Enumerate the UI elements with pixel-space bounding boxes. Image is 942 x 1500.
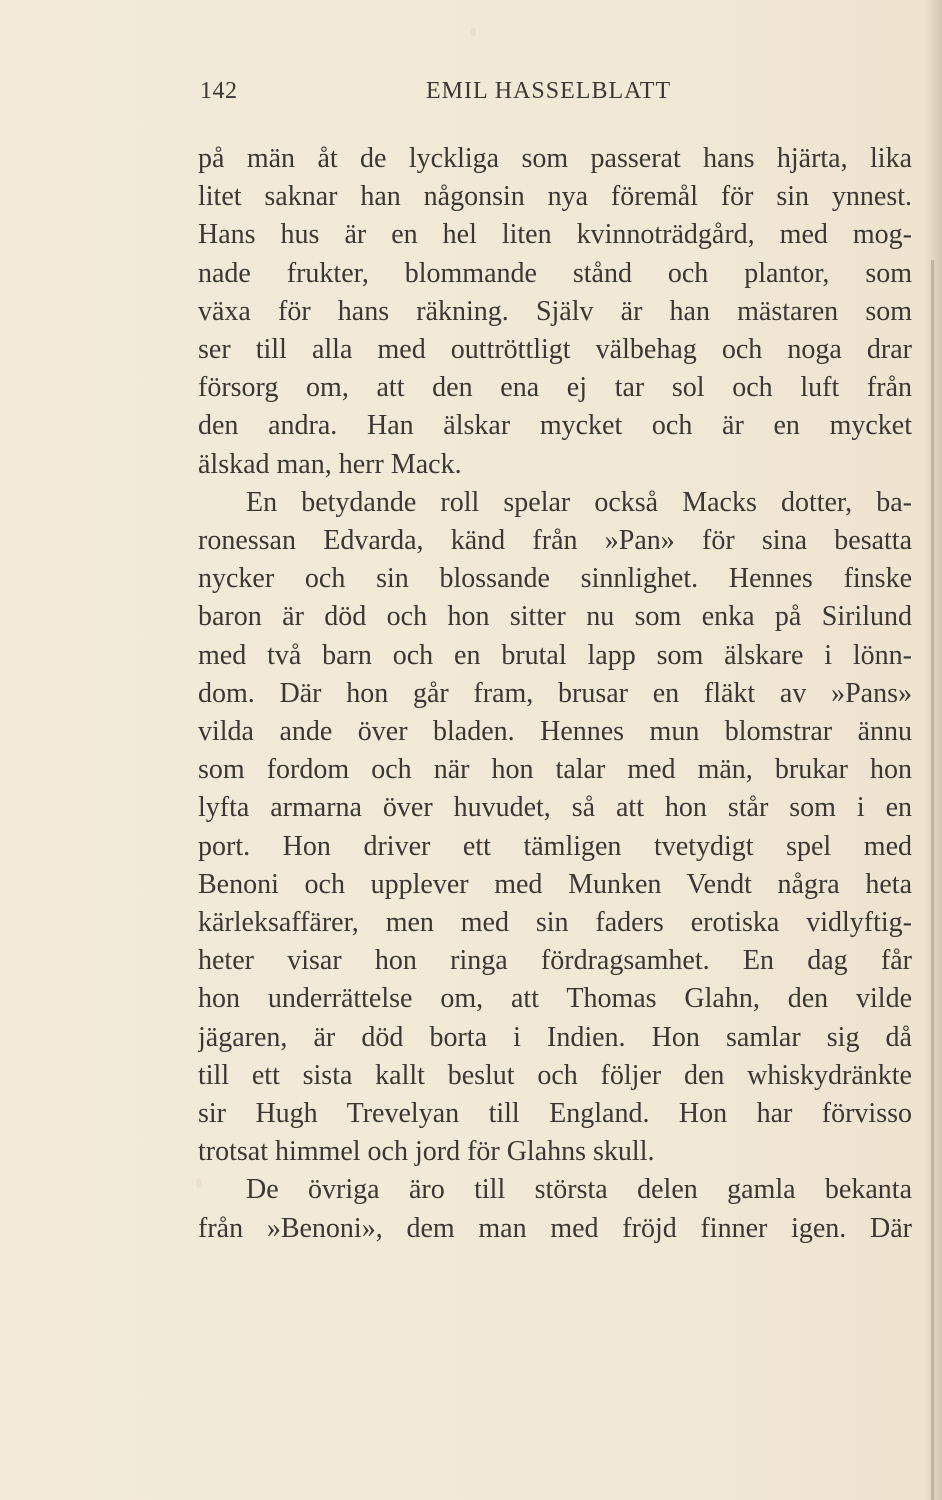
text-line: på män åt de lyckliga som passerat hans hjärta, lika [198,143,912,174]
text-line: Benoni och upplever med Munken Vendt några heta [198,868,912,900]
text-line: hon underrättelse om, att Thomas Glahn, den vilde [198,983,912,1015]
running-head: EMIL HASSELBLATT [426,78,672,104]
paragraph-end-line: trotsat himmel och jord för Glahns skull. [198,1136,655,1168]
text-line: lyfta armarna över huvudet, så att hon står som i en [198,792,912,824]
text-line: den andra. Han älskar mycket och är en mycket [198,410,912,442]
text-line: försorg om, att den ena ej tar sol och luft från [198,372,912,404]
text-line: med två barn och en brutal lapp som älskare i lönn- [198,639,912,671]
text-line: sir Hugh Trevelyan till England. Hon har förvisso [198,1098,912,1130]
body-text [198,140,912,1248]
text-line: nycker och sin blossande sinnlighet. Hennes finske [198,563,912,595]
paper-speck [470,28,476,36]
paragraph-end-line: älskad man, herr Mack. [198,448,462,480]
binding-edge-line [931,260,934,1500]
text-line: till ett sista kallt beslut och följer den whiskydränkte [198,1059,912,1091]
text-line: port. Hon driver ett tämligen tvetydigt spel med [198,830,912,862]
text-line: litet saknar han någonsin nya föremål för sin ynnest. [198,181,912,213]
text-line: från »Benoni», dem man med fröjd finner igen. Där [198,1212,912,1244]
paragraph-start-line: De övriga äro till största delen gamla bekanta [246,1174,912,1206]
page-number: 142 [200,78,238,104]
text-line: nade frukter, blommande stånd och plantor, som [198,257,912,289]
text-line: heter visar hon ringa fördragsamhet. En dag får [198,945,912,977]
text-line: växa för hans räkning. Själv är han mästaren som [198,295,912,327]
text-line: baron är död och hon sitter nu som enka på Sirilund [198,601,912,633]
text-line: som fordom och när hon talar med män, brukar hon [198,754,912,786]
page-edge-shadow [924,0,942,1500]
page-header [200,78,690,108]
paragraph-start-line: En betydande roll spelar också Macks dotter, ba- [246,486,912,518]
text-line: kärleksaffärer, men med sin faders erotiska vidlyftig- [198,907,912,939]
text-line: ronessan Edvarda, känd från »Pan» för sina besatta [198,525,912,557]
text-line: vilda ande över bladen. Hennes mun blomstrar ännu [198,716,912,748]
text-line: dom. Där hon går fram, brusar en fläkt av »Pans» [198,677,912,709]
text-line: jägaren, är död borta i Indien. Hon samlar sig då [198,1021,912,1053]
text-line: Hans hus är en hel liten kvinnoträdgård, med mog- [198,219,912,251]
text-line: ser till alla med outtröttligt välbehag och noga drar [198,334,912,366]
